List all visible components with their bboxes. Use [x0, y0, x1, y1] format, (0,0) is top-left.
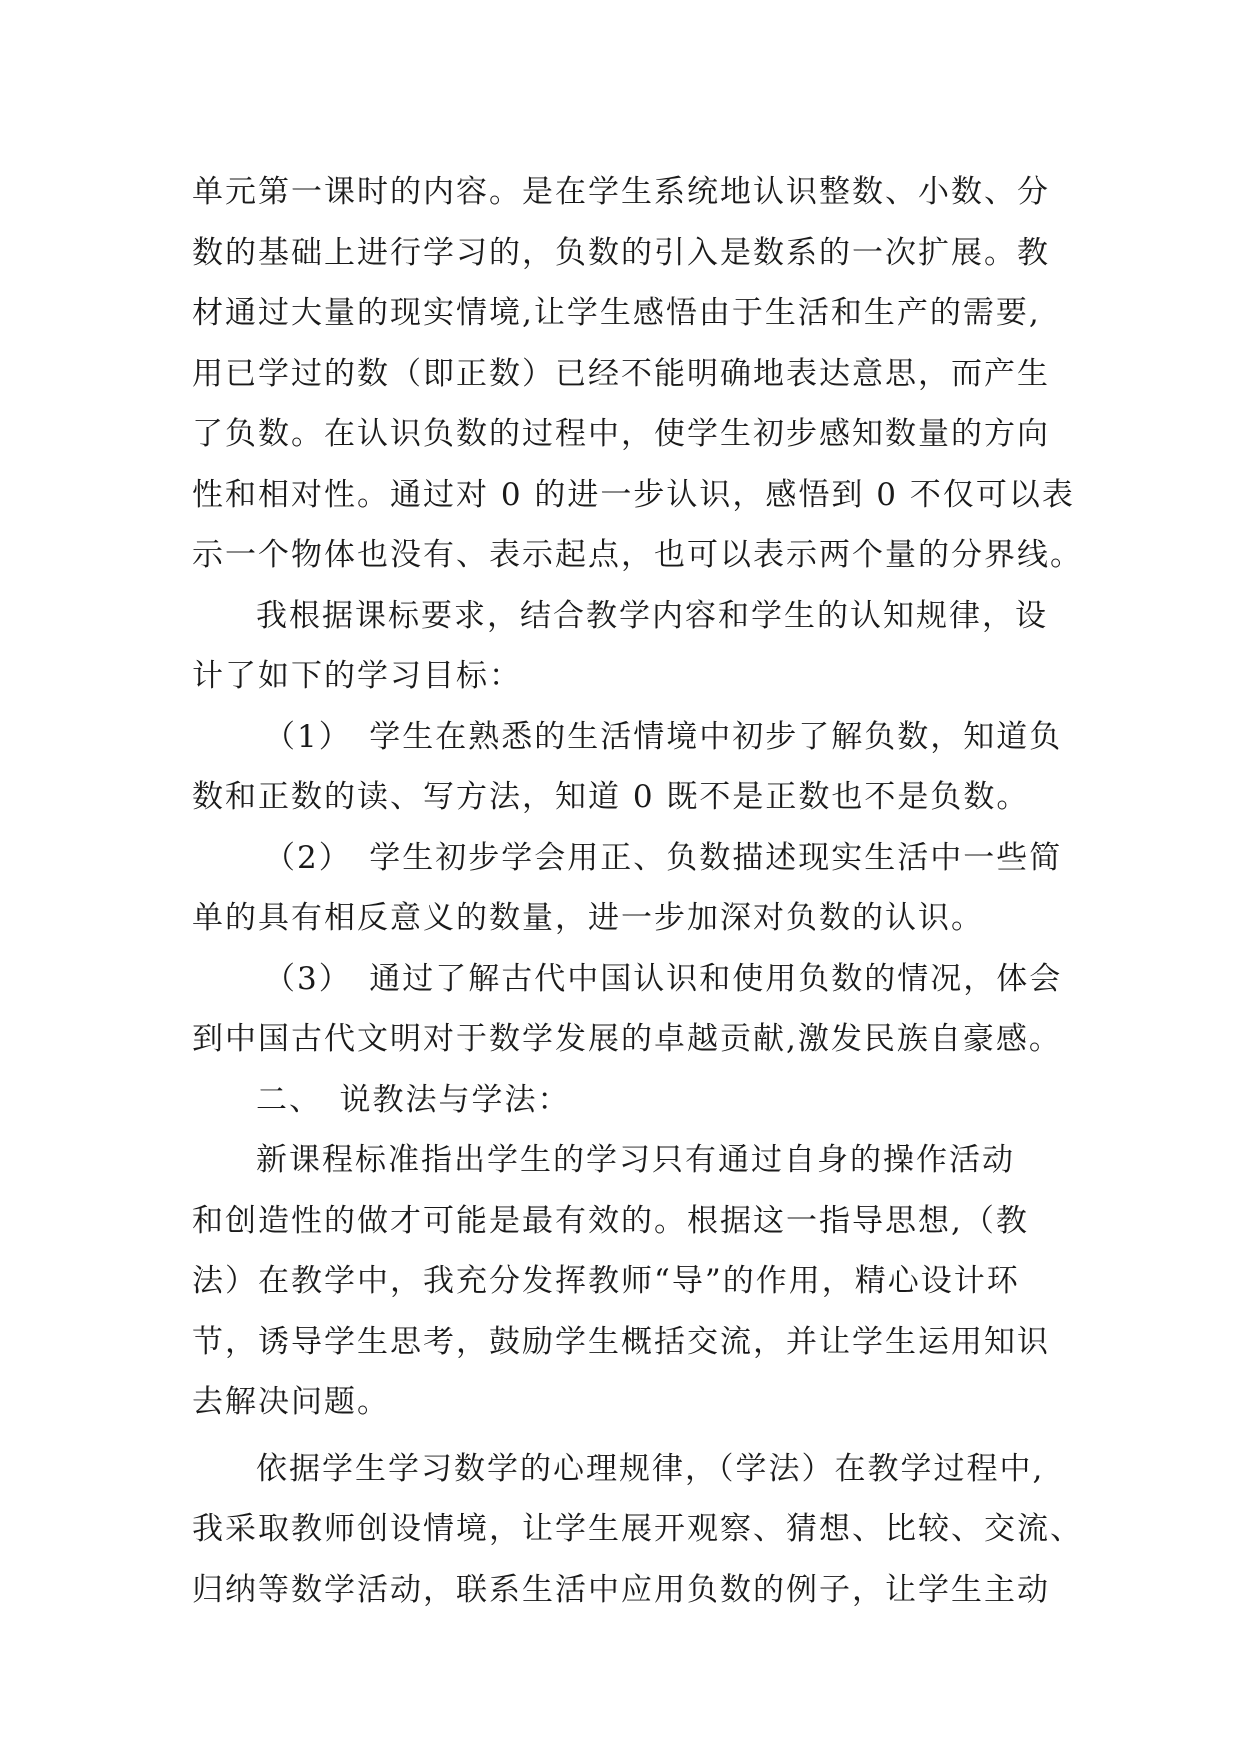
text-line: 单元第一课时的内容。是在学生系统地认识整数、小数、分 — [192, 174, 1050, 210]
objective-item-1: （1） 学生在熟悉的生活情境中初步了解负数，知道负 — [264, 718, 1063, 755]
objective-item-2: （2） 学生初步学会用正、负数描述现实生活中一些简 — [264, 839, 1063, 876]
text-line: 性和相对性。通过对 0 的进一步认识，感悟到 0 不仅可以表 — [192, 476, 1075, 513]
body-text — [192, 162, 1092, 1620]
text-line: 到中国古代文明对于数学发展的卓越贡献,激发民族自豪感。 — [192, 1021, 1062, 1057]
text-line: 了负数。在认识负数的过程中，使学生初步感知数量的方向 — [192, 416, 1050, 452]
paragraph-start-line: 新课程标准指出学生的学习只有通过自身的操作活动 — [256, 1142, 1015, 1178]
text-line: 归纳等数学活动，联系生活中应用负数的例子，让学生主动 — [192, 1571, 1050, 1608]
paragraph-start-line: 我根据课标要求，结合教学内容和学生的认知规律，设 — [256, 597, 1048, 634]
text-line: 节，诱导学生思考，鼓励学生概括交流，并让学生运用知识 — [192, 1323, 1050, 1360]
text-line: 法）在教学中，我充分发挥教师“导”的作用，精心设计环 — [192, 1263, 1020, 1299]
objective-item-3: （3） 通过了解古代中国认识和使用负数的情况，体会 — [264, 960, 1063, 997]
paragraph-start-line: 依据学生学习数学的心理规律，（学法）在教学过程中, — [256, 1450, 1045, 1487]
text-line: 和创造性的做才可能是最有效的。根据这一指导思想,（教 — [192, 1202, 1029, 1239]
text-line: 单的具有相反意义的数量，进一步加深对负数的认识。 — [192, 900, 984, 936]
text-line: 材通过大量的现实情境,让学生感悟由于生活和生产的需要, — [192, 295, 1041, 331]
text-line: 我采取教师创设情境，让学生展开观察、猜想、比较、交流、 — [192, 1511, 1083, 1547]
text-line: 数和正数的读、写方法，知道 0 既不是正数也不是负数。 — [192, 779, 1030, 815]
text-line: 示一个物体也没有、表示起点，也可以表示两个量的分界线。 — [192, 537, 1083, 573]
text-line: 去解决问题。 — [192, 1384, 390, 1420]
text-line: 计了如下的学习目标： — [192, 658, 522, 694]
section-heading: 二、 说教法与学法： — [256, 1081, 571, 1118]
text-line: 用已学过的数（即正数）已经不能明确地表达意思，而产生 — [192, 355, 1050, 392]
text-line: 数的基础上进行学习的，负数的引入是数系的一次扩展。教 — [192, 234, 1050, 271]
